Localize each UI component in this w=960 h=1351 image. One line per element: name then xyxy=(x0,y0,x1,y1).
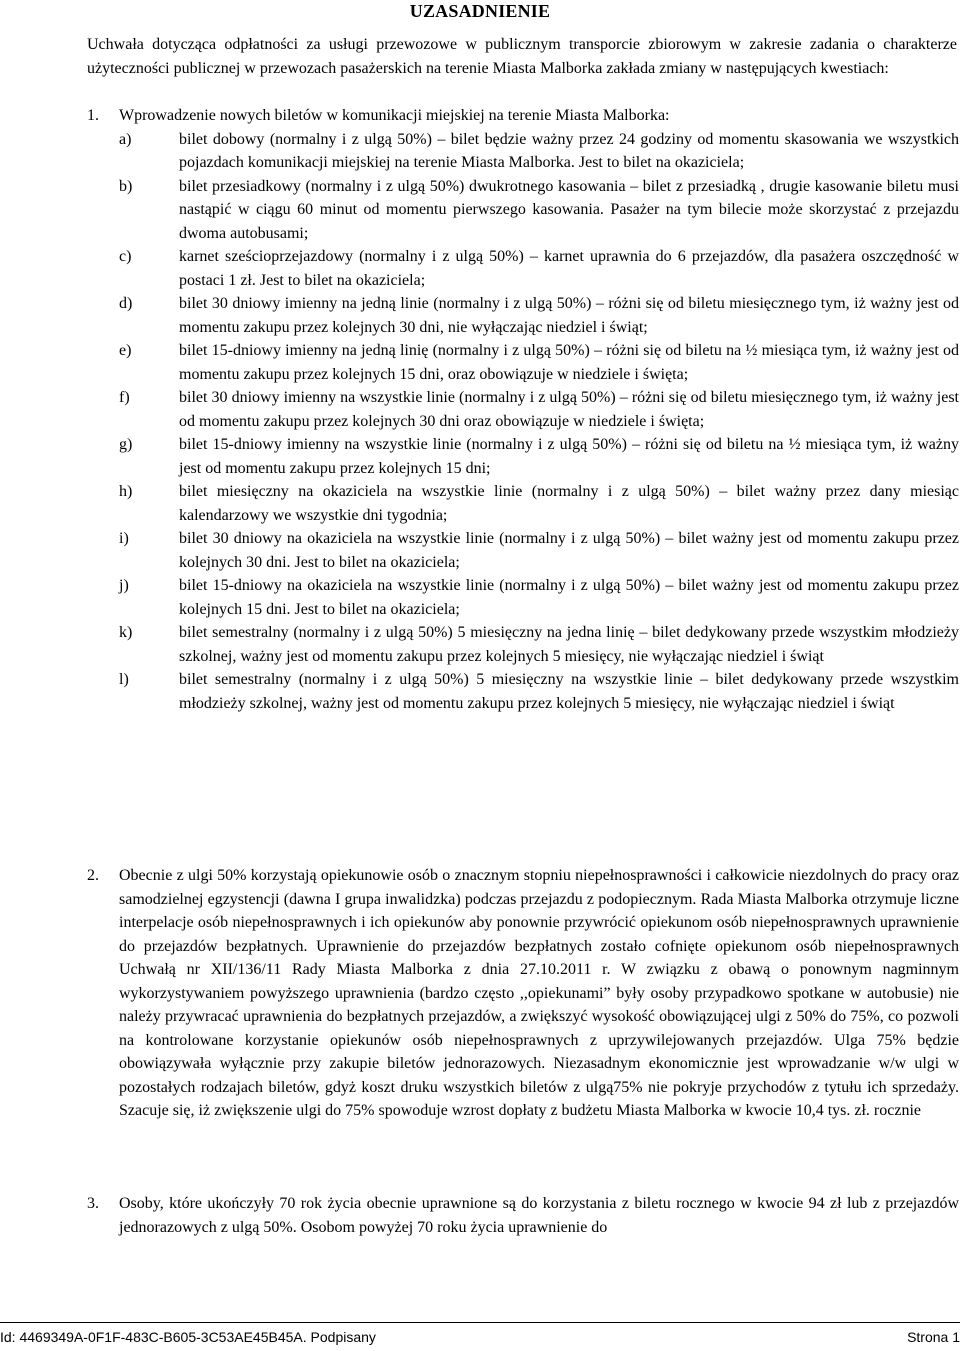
list-item xyxy=(119,128,959,175)
section-1-number: 1. xyxy=(87,107,99,124)
section-3-number: 3. xyxy=(87,1195,99,1212)
list-item xyxy=(119,386,959,433)
document-id: Id: 4469349A-0F1F-483C-B605-3C53AE45B45A. Podpisany xyxy=(0,1329,376,1345)
page-footer xyxy=(0,1327,960,1349)
section-3 xyxy=(87,1192,959,1239)
list-item-text: bilet przesiadkowy (normalny i z ulgą 50%) dwukrotnego kasowania – bilet z przesiadką , drugie kasowanie biletu musi nastąpić w ciągu 60 minut od momentu pierwszego kasowania. Pasażer na tym bilecie może skorzystać z przejazdu dwoma autobusami; xyxy=(179,177,959,242)
list-item-text: bilet semestralny (normalny i z ulgą 50%) 5 miesięczny na wszystkie linie – bilet dedykowany przede wszystkim młodzieży szkolnej, ważny jest od momentu zakupu przez kolejnych 5 miesięcy, nie wyłączając niedziel i świąt xyxy=(179,671,959,712)
list-item-marker: k) xyxy=(119,624,133,641)
section-2-number: 2. xyxy=(87,867,99,884)
list-item xyxy=(119,245,959,292)
section-2-body: Obecnie z ulgi 50% korzystają opiekunowie osób o znacznym stopniu niepełnosprawności i całkowicie niezdolnych do pracy oraz samodzielnej egzystencji (dawna I grupa inwalidzka) podczas przejazdu z podopiecznym. Rada Miasta Malborka otrzymuje liczne interpelacje osób niepełnosprawnych i ich opiekunów aby ponownie przywrócić opiekunom osób niepełnosprawnych uprawnienie do przejazdów bezpłatnych. Uprawnienie do przejazdów bezpłatnych zostało cofnięte opiekunom osób niepełnosprawnych Uchwałą nr XII/136/11 Rady Miasta Malborka z dnia 27.10.2011 r. W związku z obawą o ponownym nagminnym wykorzystywaniem powyższego uprawnienia (bardzo często ,,opiekunami” były osoby przypadkowo spotkane w autobusie) nie należy przywracać uprawnienia do bezpłatnych przejazdów, a zwiększyć wysokość obowiązującej ulgi z 50% do 75%, co pozwoli na kontrolowane korzystanie opiekunów osób niepełnosprawnych z uprzywilejowanych przejazdów. Ulga 75% będzie obowiązywała wyłącznie przy zakupie biletów jednorazowych. Niezasadnym ekonomicznie jest wprowadzanie w/w ulgi w pozostałych rodzajach biletów, gdyż koszt druku wszystkich biletów z ulgą75% nie pokryje przychodów z tytułu ich sprzedaży. Szacuje się, iż zwiększenie ulgi do 75% spowoduje wzrost dopłaty z budżetu Miasta Malborka w kwocie 10,4 tys. zł. rocznie xyxy=(119,867,959,1119)
section-1-heading: Wprowadzenie nowych biletów w komunikacji miejskiej na terenie Miasta Malborka: xyxy=(119,107,670,124)
list-item-marker: h) xyxy=(119,483,133,500)
list-item-text: bilet miesięczny na okaziciela na wszystkie linie (normalny i z ulgą 50%) – bilet ważny przez dany miesiąc kalendarzowy we wszystkie dni tygodnia; xyxy=(179,483,959,524)
list-item-marker: e) xyxy=(119,342,132,359)
document-title: UZASADNIENIE xyxy=(409,1,551,21)
list-item xyxy=(119,339,959,386)
list-item-text: bilet 30 dniowy imienny na jedną linie (normalny i z ulgą 50%) – różni się od biletu miesięcznego tym, iż ważny jest od momentu zakupu przez kolejnych 30 dni, nie wyłączając niedziel i świąt; xyxy=(179,295,959,336)
list-item xyxy=(119,480,959,527)
list-item-marker: d) xyxy=(119,295,133,312)
list-item-text: bilet 15-dniowy na okaziciela na wszystkie linie (normalny i z ulgą 50%) – bilet ważny jest od momentu zakupu przez kolejnych 15 dni. Jest to bilet na okaziciela; xyxy=(179,577,959,618)
list-item xyxy=(119,433,959,480)
list-item-marker: j) xyxy=(119,577,129,594)
list-item xyxy=(119,668,959,715)
section-1 xyxy=(87,104,959,715)
footer-divider xyxy=(0,1322,960,1323)
list-item xyxy=(119,175,959,246)
list-item-text: bilet 15-dniowy imienny na jedną linię (normalny i z ulgą 50%) – różni się od biletu na ½ miesiąca tym, iż ważny jest od momentu zakupu przez kolejnych 15 dni, oraz obowiązuje w niedziele i święta; xyxy=(179,342,959,383)
list-item-marker: i) xyxy=(119,530,129,547)
intro-paragraph: Uchwała dotycząca odpłatności za usługi przewozowe w publicznym transporcie zbiorowym w zakresie zadania o charakterze użyteczności publicznej w przewozach pasażerskich na terenie Miasta Malborka zakłada zmiany w następujących kwestiach: xyxy=(87,36,957,77)
list-item xyxy=(119,621,959,668)
list-item-marker: b) xyxy=(119,177,133,195)
list-item-text: bilet 30 dniowy imienny na wszystkie linie (normalny i z ulgą 50%) – różni się od biletu miesięcznego tym, iż ważny jest od momentu zakupu przez kolejnych 30 dni oraz obowiązuje w niedziele i święta; xyxy=(179,389,959,430)
page-number: Strona 1 xyxy=(907,1329,960,1345)
list-item-marker: l) xyxy=(119,671,129,688)
list-item xyxy=(119,527,959,574)
list-item-text: bilet dobowy (normalny i z ulgą 50%) – bilet będzie ważny przez 24 godziny od momentu skasowania we wszystkich pojazdach komunikacji miejskiej na terenie Miasta Malborka. Jest to bilet na okaziciela; xyxy=(179,130,959,171)
list-item-marker: g) xyxy=(119,436,133,453)
list-item-text: bilet 15-dniowy imienny na wszystkie linie (normalny i z ulgą 50%) – różni się od biletu na ½ miesiąca tym, iż ważny jest od momentu zakupu przez kolejnych 15 dni; xyxy=(179,436,959,477)
section-1-body xyxy=(119,104,960,715)
list-item-text: bilet 30 dniowy na okaziciela na wszystkie linie (normalny i z ulgą 50%) – bilet ważny jest od momentu zakupu przez kolejnych 30 dni. Jest to bilet na okaziciela; xyxy=(179,530,959,571)
ticket-list xyxy=(119,128,959,716)
list-item xyxy=(119,292,959,339)
ticket-list-wrap xyxy=(87,128,959,716)
list-item-text: karnet sześcioprzejazdowy (normalny i z ulgą 50%) – karnet uprawnia do 6 przejazdów, dla pasażera oszczędność w postaci 1 zł. Jest to bilet na okaziciela; xyxy=(179,248,959,289)
list-item-text: bilet semestralny (normalny i z ulgą 50%) 5 miesięczny na jedna linię – bilet dedykowany przede wszystkim młodzieży szkolnej, ważny jest od momentu zakupu przez kolejnych 5 miesięcy, nie wyłączając niedziel i świąt xyxy=(179,624,959,665)
section-3-body: Osoby, które ukończyły 70 rok życia obecnie uprawnione są do korzystania z biletu rocznego w kwocie 94 zł lub z przejazdów jednorazowych z ulgą 50%. Osobom powyżej 70 roku życia uprawnienie do xyxy=(119,1195,959,1236)
section-2 xyxy=(87,864,959,1123)
list-item xyxy=(119,574,959,621)
list-item-marker: a) xyxy=(119,130,132,148)
list-item-marker: c) xyxy=(119,248,132,265)
list-item-marker: f) xyxy=(119,389,130,406)
